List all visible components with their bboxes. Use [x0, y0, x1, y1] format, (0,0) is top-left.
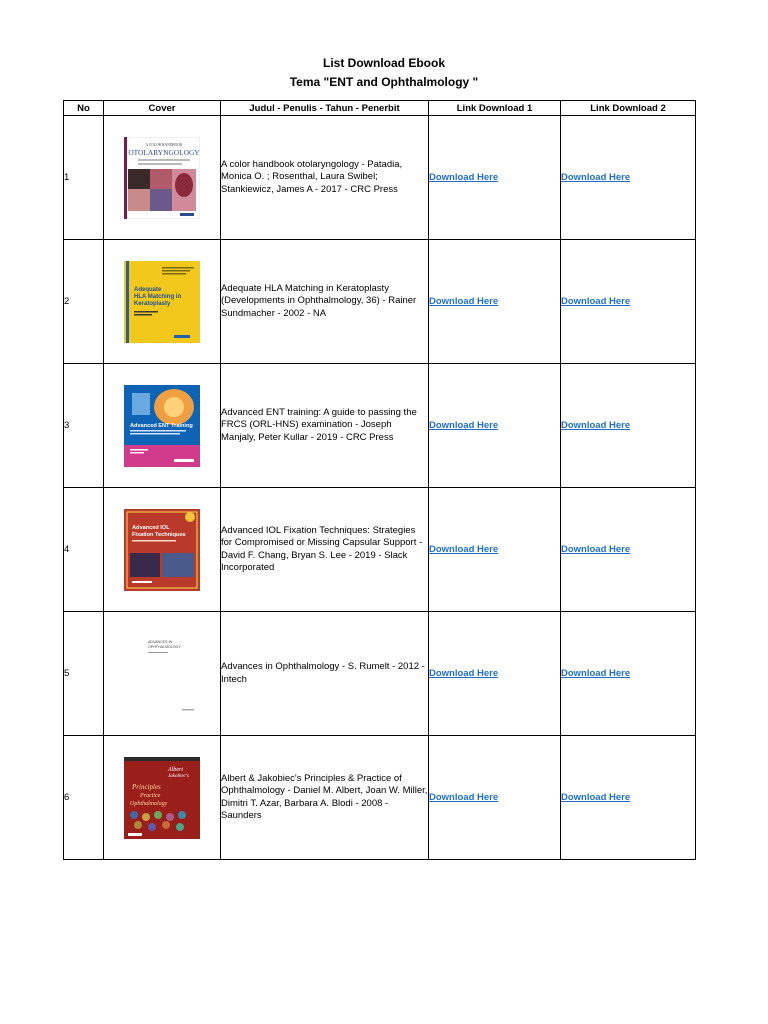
svg-text:Principles: Principles	[132, 782, 161, 791]
svg-text:Practice: Practice	[140, 792, 161, 799]
download-link-1[interactable]: Download Here	[429, 296, 499, 307]
table-row	[64, 364, 696, 488]
header-link-1: Link Download 1	[429, 101, 561, 116]
book-description: Advanced ENT training: A guide to passing the FRCS (ORL-HNS) examination - Joseph Manjaly, Peter Kullar - 2019 - CRC Press	[221, 364, 429, 488]
cover-subtitle: A COLOR HANDBOOK	[145, 142, 183, 147]
svg-text:Jakobiec's: Jakobiec's	[168, 773, 189, 779]
download-link-2[interactable]: Download Here	[561, 296, 631, 307]
svg-text:Keratoplasty: Keratoplasty	[134, 300, 171, 307]
row-number: 5	[64, 612, 104, 736]
cover-title: OTOLARYNGOLOGY	[128, 147, 200, 157]
title-line-1: List Download Ebook	[323, 56, 445, 70]
svg-text:Advanced ENT Training: Advanced ENT Training	[130, 422, 193, 429]
row-number: 2	[64, 240, 104, 364]
otolaryngology-cover-image	[124, 137, 200, 219]
advanced-ent-training-cover-image	[124, 385, 200, 467]
book-description: Advances in Ophthalmology - S. Rumelt - 2012 - Intech	[221, 612, 429, 736]
iol-fixation-cover-image	[124, 509, 200, 591]
svg-text:Fixation Techniques: Fixation Techniques	[132, 531, 186, 538]
ebook-table	[63, 100, 696, 860]
title-line-2: Tema "ENT and Ophthalmology "	[289, 75, 479, 89]
table-row	[64, 612, 696, 736]
book-description: A color handbook otolaryngology - Patadia, Monica O. ; Rosenthal, Laura Swibel; Stankiewicz, James A - 2017 - CRC Press	[221, 116, 429, 240]
book-description: Adequate HLA Matching in Keratoplasty (Developments in Ophthalmology, 36) - Rainer Sundmacher - 2002 - NA	[221, 240, 429, 364]
table-header-row	[64, 101, 696, 116]
svg-text:HLA Matching in: HLA Matching in	[134, 293, 182, 300]
table-row	[64, 736, 696, 860]
download-link-1[interactable]: Download Here	[429, 420, 499, 431]
header-cover: Cover	[104, 101, 221, 116]
row-number: 1	[64, 116, 104, 240]
download-link-2[interactable]: Download Here	[561, 544, 631, 555]
svg-text:Ophthalmology: Ophthalmology	[130, 800, 168, 807]
book-description: Albert & Jakobiec's Principles & Practice of Ophthalmology - Daniel M. Albert, Joan W. Miller, Dimitri T. Azar, Barbara A. Blodi - 2008 - Saunders	[221, 736, 429, 860]
principles-practice-cover-image	[124, 757, 200, 839]
header-no: No	[64, 101, 104, 116]
row-number: 3	[64, 364, 104, 488]
download-link-2[interactable]: Download Here	[561, 792, 631, 803]
table-row	[64, 116, 696, 240]
hla-matching-cover-image	[124, 261, 200, 343]
table-row	[64, 240, 696, 364]
download-link-1[interactable]: Download Here	[429, 172, 499, 183]
svg-text:Adequate: Adequate	[134, 286, 162, 293]
table-row	[64, 488, 696, 612]
download-link-1[interactable]: Download Here	[429, 792, 499, 803]
svg-text:Advanced IOL: Advanced IOL	[132, 524, 170, 531]
document-title	[0, 54, 768, 92]
advances-ophthalmology-cover-image	[124, 633, 200, 715]
svg-text:OPHTHALMOLOGY: OPHTHALMOLOGY	[148, 644, 181, 649]
svg-text:ADVANCES IN: ADVANCES IN	[148, 639, 173, 644]
header-link-2: Link Download 2	[561, 101, 696, 116]
download-link-1[interactable]: Download Here	[429, 544, 499, 555]
row-number: 4	[64, 488, 104, 612]
download-link-2[interactable]: Download Here	[561, 172, 631, 183]
download-link-2[interactable]: Download Here	[561, 420, 631, 431]
row-number: 6	[64, 736, 104, 860]
header-description: Judul - Penulis - Tahun - Penerbit	[221, 101, 429, 116]
download-link-1[interactable]: Download Here	[429, 668, 499, 679]
svg-text:Albert: Albert	[168, 766, 183, 773]
download-link-2[interactable]: Download Here	[561, 668, 631, 679]
book-description: Advanced IOL Fixation Techniques: Strategies for Compromised or Missing Capsular Support - David F. Chang, Bryan S. Lee - 2019 - Slack Incorporated	[221, 488, 429, 612]
